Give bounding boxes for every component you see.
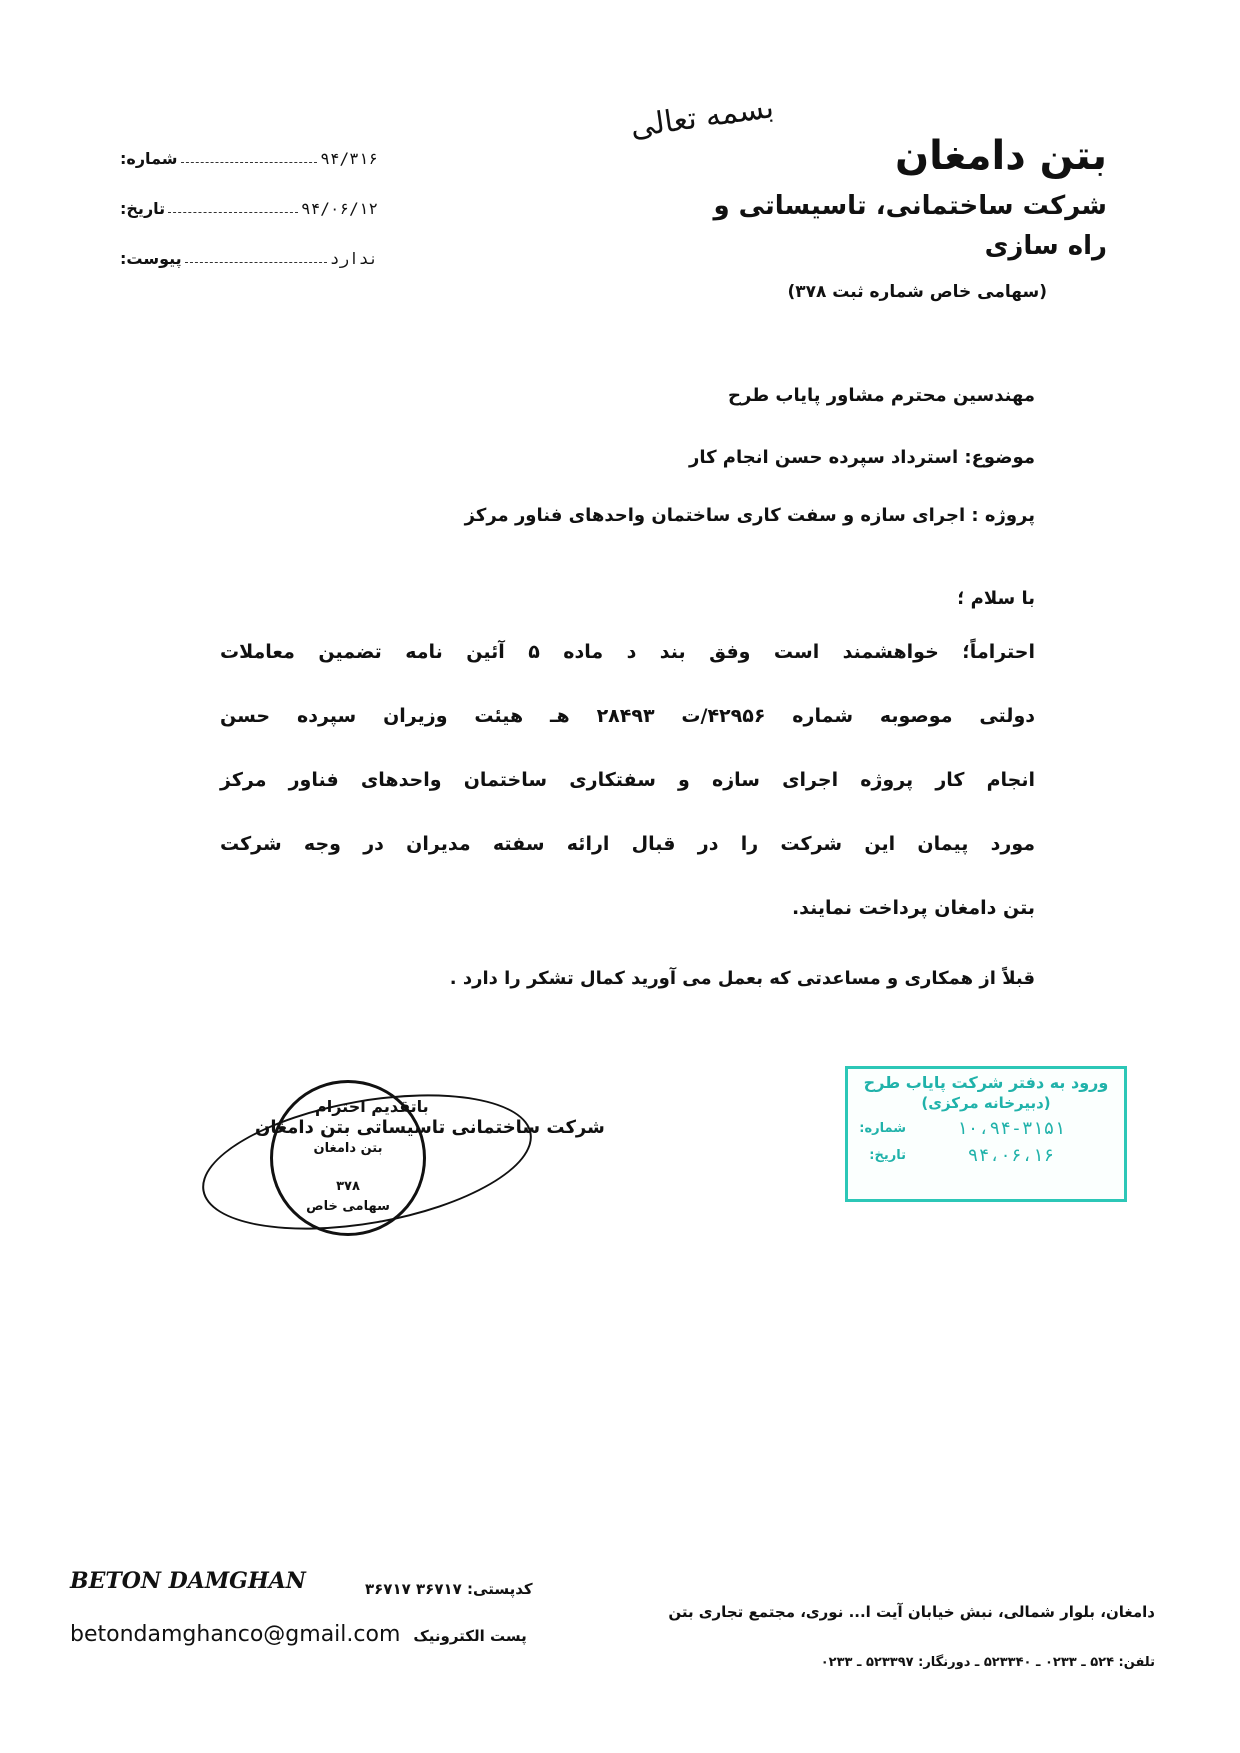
company-name: بتن دامغان bbox=[894, 133, 1107, 179]
body-line: احتراماً؛ خواهشمند است وفق بند د ماده ۵ آئین نامه تضمین معاملات bbox=[220, 641, 1035, 663]
bismillah-handwritten: بسمه تعالی bbox=[628, 90, 776, 145]
meta-label: شماره: bbox=[120, 149, 178, 168]
letter-attachment: ندارد bbox=[329, 249, 378, 268]
stamp-number-row bbox=[856, 1118, 1116, 1139]
stamp-number-value: ۱۰،۹۴-۳۱۵۱ bbox=[956, 1118, 1066, 1139]
company-header bbox=[687, 130, 1107, 308]
body-line: انجام کار پروژه اجرای سازه و سفتکاری ساختمان واحدهای فناور مرکز bbox=[220, 769, 1035, 791]
footer-brand: BETON DAMGHAN bbox=[70, 1568, 306, 1594]
project: پروژه : اجرای سازه و سفت کاری ساختمان واحدهای فناور مرکز bbox=[464, 505, 1035, 526]
stamp-title: ورود به دفتر شرکت پایاب طرح bbox=[863, 1073, 1109, 1092]
footer-email[interactable]: betondamghanco@gmail.com bbox=[70, 1622, 401, 1647]
letter-body bbox=[220, 620, 1035, 940]
closing-line: قبلاً از همکاری و مساعدتی که بعمل می آورید کمال تشکر را دارد . bbox=[449, 968, 1035, 989]
meta-row-number bbox=[120, 118, 378, 168]
stamp-subtitle: (دبیرخانه مرکزی) bbox=[921, 1094, 1051, 1112]
seal-text: ۳۷۸ bbox=[336, 1179, 360, 1194]
stamp-date-row bbox=[856, 1145, 1116, 1166]
meta-dotted-line bbox=[185, 262, 327, 263]
meta-dotted-line bbox=[181, 162, 318, 163]
signature-respect: باتقدیم احترام bbox=[315, 1097, 429, 1116]
stamp-date-value: ۹۴،۰۶،۱۶ bbox=[967, 1145, 1055, 1166]
footer-postal-code: کدپستی: ۳۶۷۱۷ ۳۶۷۱۷ bbox=[365, 1580, 533, 1598]
meta-row-attachment bbox=[120, 218, 378, 268]
greeting: با سلام ؛ bbox=[957, 588, 1035, 609]
meta-row-date bbox=[120, 168, 378, 218]
letter-date: ۹۴/۰۶/۱۲ bbox=[300, 199, 378, 218]
signature-company: شرکت ساختمانی تاسیساتی بتن دامغان bbox=[255, 1117, 605, 1138]
company-registration: (سهامی خاص شماره ثبت ۳۷۸) bbox=[787, 282, 1047, 302]
footer-email-block bbox=[70, 1622, 527, 1647]
letter-meta bbox=[120, 118, 378, 268]
footer-address: دامغان، بلوار شمالی، نبش خیابان آیت ا... نوری، مجتمع تجاری بتن bbox=[668, 1603, 1155, 1621]
meta-label: پیوست: bbox=[120, 249, 182, 268]
body-line: دولتی موصوبه شماره ۴۲۹۵۶/ت ۲۸۴۹۳ هـ هیئت وزیران سپرده حسن bbox=[220, 705, 1036, 727]
body-line: مورد پیمان این شرکت را در قبال ارائه سفته مدیران در وجه شرکت bbox=[220, 833, 1035, 855]
meta-dotted-line bbox=[168, 212, 298, 213]
company-subtitle: شرکت ساختمانی، تاسیساتی و راه سازی bbox=[713, 191, 1107, 261]
letter-number: ۹۴/۳۱۶ bbox=[320, 149, 378, 168]
stamp-number-label: شماره: bbox=[859, 1121, 906, 1136]
seal-text: بتن دامغان bbox=[313, 1141, 383, 1156]
body-line: بتن دامغان پرداخت نمایند. bbox=[791, 897, 1035, 919]
receipt-stamp bbox=[845, 1066, 1127, 1202]
footer-phone: تلفن: ۵۲۴ ـ ۰۲۳۳ ـ ۵۲۳۳۴۰ ـ دورنگار: ۵۲۳۳۹۷ ـ ۰۲۳۳ bbox=[820, 1655, 1155, 1670]
addressee: مهندسین محترم مشاور پایاب طرح bbox=[728, 385, 1035, 406]
stamp-date-label: تاریخ: bbox=[869, 1148, 906, 1163]
meta-label: تاریخ: bbox=[120, 199, 166, 218]
footer-email-label: پست الکترونیک bbox=[413, 1627, 527, 1645]
seal-text: سهامی خاص bbox=[306, 1199, 390, 1214]
subject: موضوع: استرداد سپرده حسن انجام کار bbox=[688, 447, 1035, 468]
